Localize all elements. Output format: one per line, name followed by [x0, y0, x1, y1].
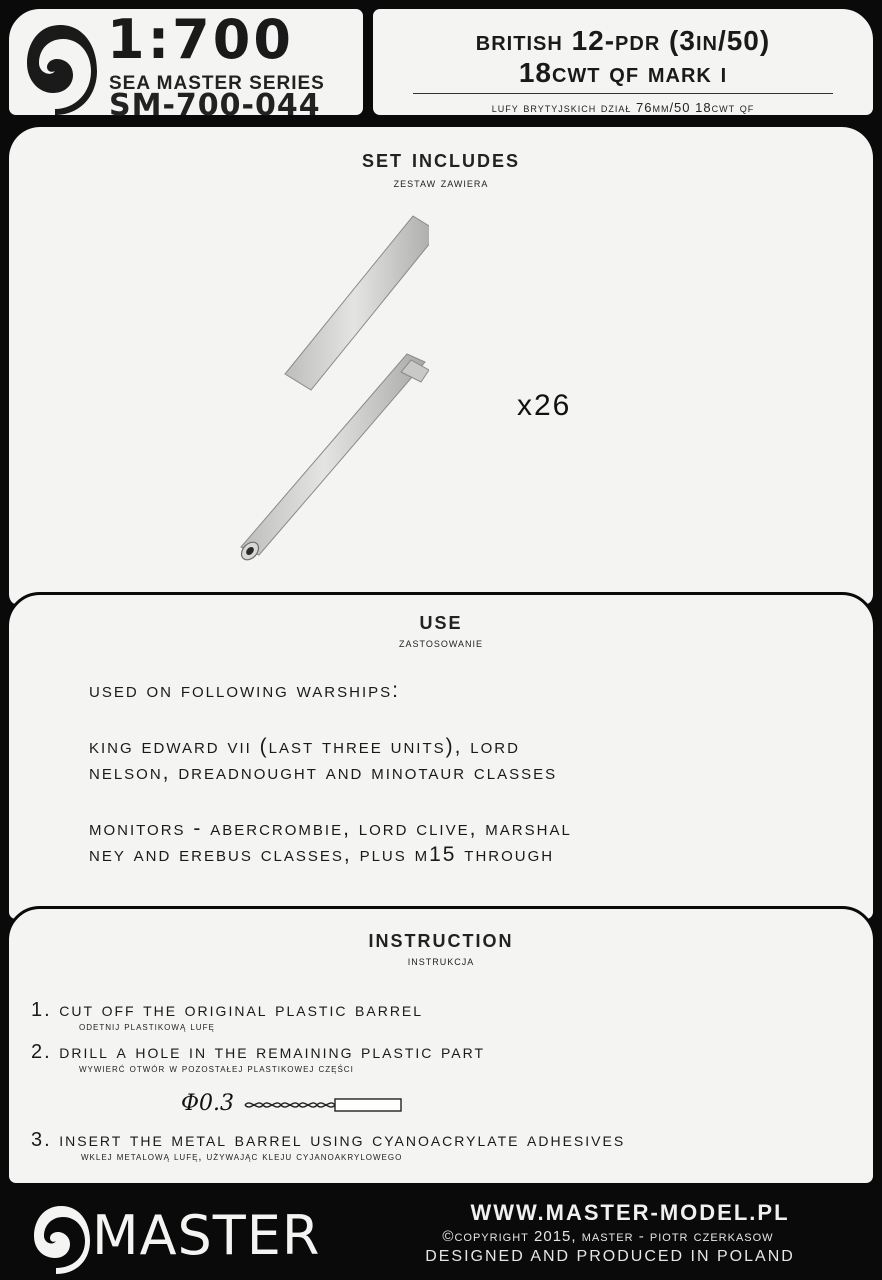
copyright-text: ©copyright 2015, master - piotr czerkasow: [442, 1228, 774, 1245]
footer: [0, 1192, 882, 1280]
header-logo-panel: [6, 6, 366, 123]
instruction-step-sub: wklej metalową lufę, używając kleju cyjanoakrylowego: [81, 1151, 403, 1163]
product-subtitle: lufy brytyjskich dział 76mm/50 18cwt qf: [491, 100, 755, 115]
title-divider: [413, 93, 833, 94]
instruction-step-sub: odetnij plastikową lufę: [79, 1021, 215, 1033]
use-line: used on following warships:: [89, 679, 400, 702]
scale-label: 1:700: [107, 8, 294, 71]
instruction-subtitle: instrukcja: [407, 953, 475, 968]
instruction-step-sub: wywierć otwór w pozostałej plastikowej części: [79, 1063, 354, 1075]
use-title: use: [419, 607, 463, 635]
product-title-line1: british 12-pdr (3in/50): [475, 25, 771, 56]
use-line: king edward vii (last three units), lord: [89, 735, 520, 758]
use-line: monitors - abercrombie, lord clive, marshal: [89, 817, 572, 840]
series-label: SEA MASTER SERIES: [109, 73, 325, 94]
website-link[interactable]: WWW.MASTER-MODEL.PL: [470, 1200, 790, 1225]
use-section: [6, 592, 876, 922]
instruction-step: 2. drill a hole in the remaining plastic part: [31, 1041, 486, 1063]
set-includes-title: set includes: [362, 145, 520, 173]
instruction-title: instruction: [368, 925, 514, 953]
header-title-panel: [370, 6, 876, 118]
brand-name: MASTER: [92, 1204, 321, 1267]
product-title-line2: 18cwt qf mark i: [518, 57, 728, 88]
product-code: SM-700-044: [109, 88, 321, 123]
use-line: ney and erebus classes, plus m15 through: [89, 843, 555, 866]
drill-bit-icon: [243, 1096, 403, 1114]
made-in-text: DESIGNED AND PRODUCED IN POLAND: [425, 1248, 795, 1265]
use-subtitle: zastosowanie: [398, 635, 483, 650]
master-logo-icon: [21, 19, 99, 115]
instruction-step: 3. insert the metal barrel using cyanoacrylate adhesives: [31, 1129, 626, 1151]
use-line: nelson, dreadnought and minotaur classes: [89, 761, 558, 784]
master-logo-icon: [30, 1202, 92, 1274]
set-includes-section: [6, 124, 876, 604]
quantity-label: x26: [517, 389, 572, 422]
instruction-step: 1. cut off the original plastic barrel: [31, 999, 424, 1021]
drill-size-label: Φ0.3: [181, 1091, 235, 1116]
gun-barrel-image: [229, 212, 429, 582]
set-includes-subtitle: zestaw zawiera: [393, 175, 489, 190]
instruction-section: [6, 906, 876, 1186]
